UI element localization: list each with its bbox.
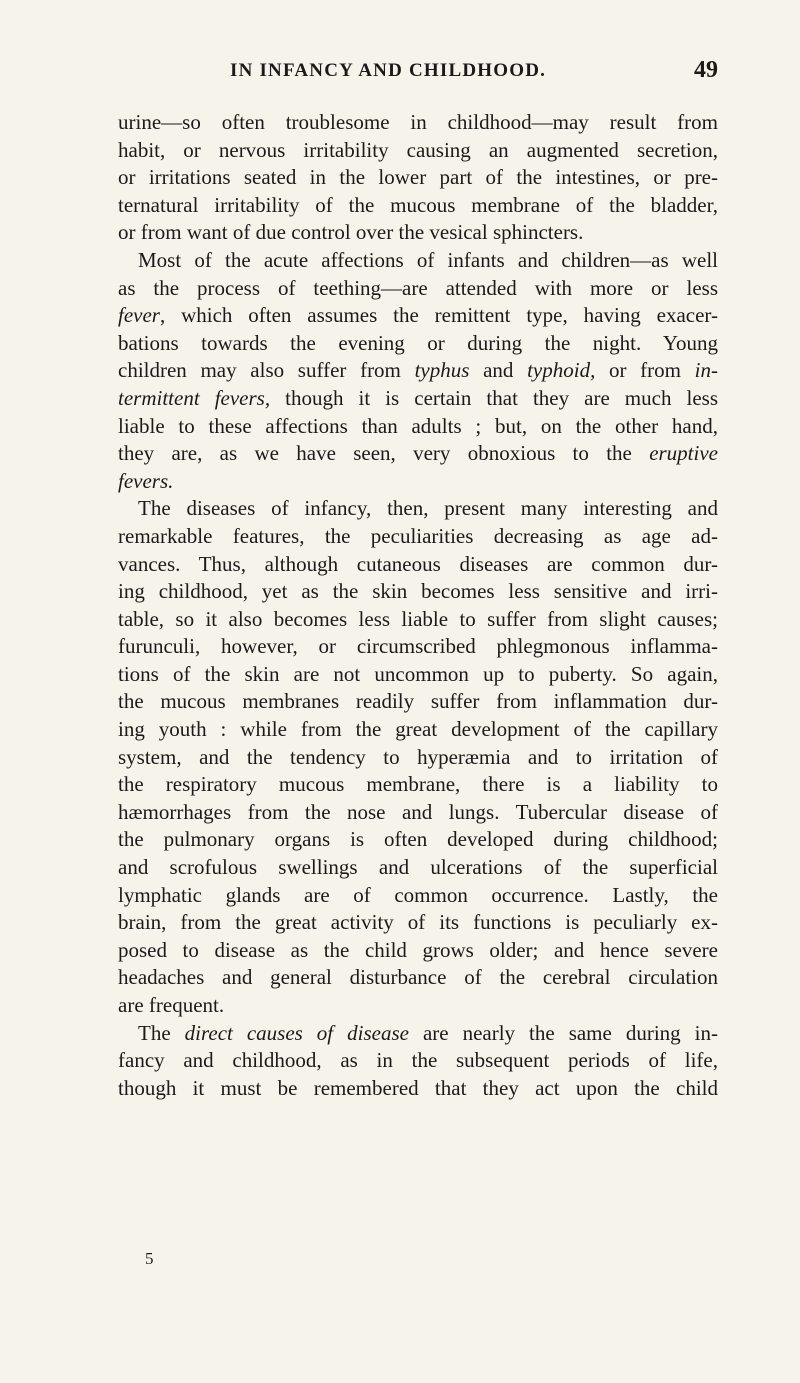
text-run: furunculi, however, or circumscribed phlegmonous inflamma-	[118, 634, 718, 659]
text-run: Most of the acute affections of infants and children—as well	[138, 247, 718, 272]
text-line	[118, 937, 718, 965]
text-run: though it is certain that they are much less	[270, 385, 719, 410]
text-run: as the process of teething—are attended with more or less	[118, 275, 718, 300]
text-run: The diseases of infancy, then, present many interesting and	[138, 496, 718, 521]
text-run: system, and the tendency to hyperæmia and to irritation of	[118, 744, 718, 769]
text-run: ing childhood, yet as the skin becomes less sensitive and irri-	[118, 579, 718, 604]
text-run: remarkable features, the peculiarities decreasing as age ad-	[118, 523, 718, 548]
text-line	[118, 1075, 718, 1103]
italic-phrase: eruptive	[649, 441, 718, 466]
text-line	[118, 495, 718, 523]
text-line	[118, 109, 718, 137]
page-number: 49	[694, 57, 718, 83]
text-line	[118, 137, 718, 165]
text-line	[118, 330, 718, 358]
text-line	[118, 992, 718, 1020]
text-line	[118, 247, 718, 275]
text-run: are nearly the same during in-	[408, 1020, 718, 1045]
text-run: urine—so often troublesome in childhood—may result from	[118, 110, 718, 134]
text-line	[118, 413, 718, 441]
text-line	[118, 578, 718, 606]
text-line	[118, 964, 718, 992]
text-run: The	[138, 1020, 185, 1045]
text-run: and scrofulous swellings and ulcerations of the superficial	[118, 855, 718, 880]
italic-phrase: typhus	[414, 358, 470, 383]
text-line	[118, 606, 718, 634]
text-run: the respiratory mucous membrane, there is a liability to	[118, 772, 718, 797]
text-line	[118, 744, 718, 772]
text-line	[118, 771, 718, 799]
text-run: children may also suffer from	[118, 358, 415, 383]
text-run: table, so it also becomes less liable to suffer from slight causes;	[118, 606, 718, 631]
text-run: posed to disease as the child grows older; and hence severe	[118, 937, 718, 962]
page-header	[118, 57, 718, 90]
text-line	[118, 468, 718, 496]
text-line	[118, 661, 718, 689]
text-line	[118, 275, 718, 303]
text-line	[118, 854, 718, 882]
text-line	[118, 551, 718, 579]
running-head: IN INFANCY AND CHILDHOOD.	[230, 60, 547, 81]
text-run: or from	[595, 358, 695, 383]
text-line	[118, 799, 718, 827]
italic-phrase: fevers.	[118, 468, 174, 493]
italic-phrase: direct causes of disease	[184, 1020, 409, 1045]
text-run: or from want of due control over the vesical sphincters.	[118, 220, 584, 245]
text-line	[118, 385, 718, 413]
body-text	[118, 109, 718, 1102]
text-run: lymphatic glands are of common occurrence. Lastly, the	[118, 882, 718, 907]
text-line	[118, 716, 718, 744]
text-line	[118, 440, 718, 468]
italic-phrase: typhoid,	[527, 358, 596, 383]
text-line	[118, 523, 718, 551]
text-line	[118, 909, 718, 937]
text-line	[118, 688, 718, 716]
text-run: are frequent.	[118, 993, 225, 1017]
text-line	[118, 633, 718, 661]
text-run: , which often assumes the remittent type, having exacer-	[159, 303, 718, 328]
text-run: the mucous membranes readily suffer from inflammation dur-	[118, 689, 718, 714]
text-run: they are, as we have seen, very obnoxious to the	[118, 441, 650, 466]
text-run: bations towards the evening or during the night. Young	[118, 330, 718, 355]
signature-mark: 5	[145, 1249, 154, 1268]
text-run: headaches and general disturbance of the cerebral circulation	[118, 965, 718, 990]
text-run: vances. Thus, although cutaneous diseases are common dur-	[118, 551, 718, 576]
text-run: though it must be remembered that they act upon the child	[118, 1075, 718, 1100]
text-run: fancy and childhood, as in the subsequent periods of life,	[118, 1048, 718, 1073]
text-line	[118, 164, 718, 192]
text-line	[118, 882, 718, 910]
text-run: ternatural irritability of the mucous membrane of the bladder,	[118, 192, 718, 217]
text-line	[118, 1020, 718, 1048]
italic-phrase: fever	[118, 303, 160, 328]
text-run: ing youth : while from the great development of the capillary	[118, 717, 718, 742]
text-run: and	[469, 358, 528, 383]
text-line	[118, 302, 718, 330]
text-run: habit, or nervous irritability causing an augmented secretion,	[118, 137, 718, 162]
text-run: liable to these affections than adults ; but, on the other hand,	[118, 413, 718, 438]
italic-phrase: termittent fevers,	[118, 385, 271, 410]
text-run: the pulmonary organs is often developed during childhood;	[118, 827, 718, 852]
text-line	[118, 192, 718, 220]
text-run: brain, from the great activity of its functions is peculiarly ex-	[118, 910, 718, 935]
text-line	[118, 1047, 718, 1075]
text-line	[118, 826, 718, 854]
text-line	[118, 219, 718, 247]
text-run: or irritations seated in the lower part of the intestines, or pre-	[118, 165, 718, 190]
text-run: tions of the skin are not uncommon up to puberty. So again,	[118, 661, 718, 686]
italic-phrase: in-	[694, 358, 718, 383]
text-line	[118, 357, 718, 385]
text-run: hæmorrhages from the nose and lungs. Tubercular disease of	[118, 799, 718, 824]
